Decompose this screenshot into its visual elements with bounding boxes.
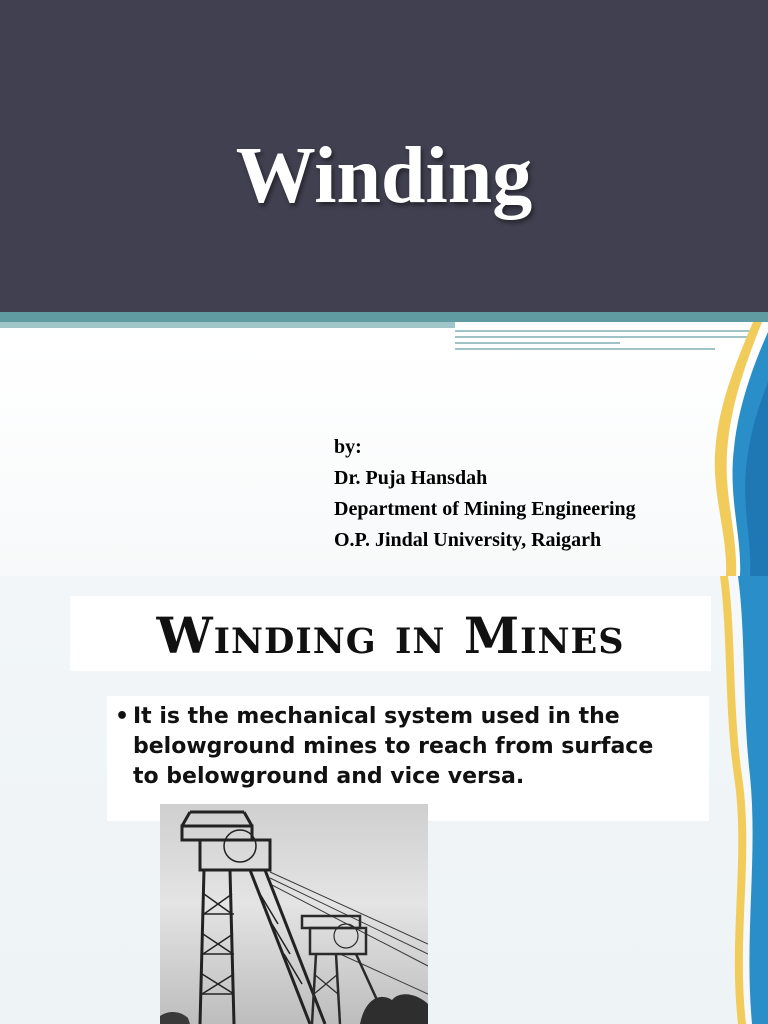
headframe-illustration xyxy=(160,804,428,1024)
teal-divider-light xyxy=(0,322,455,328)
slide-title: Winding xyxy=(235,132,533,220)
decorative-wave xyxy=(658,322,768,576)
heading-box xyxy=(70,596,711,671)
author-by-line: by: xyxy=(334,436,362,458)
teal-divider xyxy=(0,312,768,322)
bullet-box xyxy=(107,696,709,821)
author-university: O.P. Jindal University, Raigarh xyxy=(334,529,602,551)
slide-2 xyxy=(0,576,768,1024)
bullet-item xyxy=(115,702,705,792)
title-band xyxy=(0,0,768,312)
bullet-line-3: to belowground and vice versa. xyxy=(133,764,525,789)
headframe-photo xyxy=(160,804,428,1024)
bullet-line-1: It is the mechanical system used in the xyxy=(133,704,620,729)
author-block xyxy=(334,432,636,556)
author-department: Department of Mining Engineering xyxy=(334,498,636,520)
bullet-marker: • xyxy=(115,704,130,729)
bullet-line-2: belowground mines to reach from surface xyxy=(133,734,654,759)
slide-heading: Winding in Mines xyxy=(156,606,625,665)
author-name: Dr. Puja Hansdah xyxy=(334,467,488,489)
